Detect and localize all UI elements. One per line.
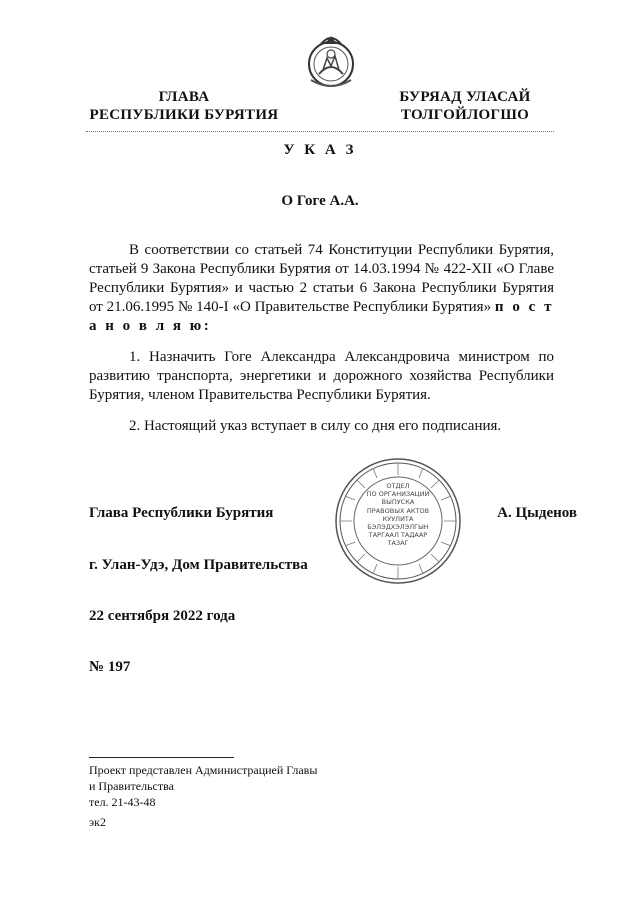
stamp-line: ТАЗАГ [387, 539, 409, 548]
official-seal-stamp-icon [333, 456, 463, 586]
stamp-inner-text [351, 482, 445, 548]
preamble-paragraph [89, 241, 554, 336]
header-left-block [86, 88, 282, 124]
clause-1: 1. Назначить Гоге Александра Александровича министром по развитию транспорта, энергетики и дорожного хозяйства Республики Бурятия, членом Правительства Республики Бурятия. [89, 349, 554, 403]
header-right-block [380, 88, 550, 124]
footnote-phone: тел. 21-43-48 [89, 795, 156, 809]
header-left-line2: РЕСПУБЛИКИ БУРЯТИЯ [89, 107, 279, 123]
stamp-line: КУУЛИТА [382, 514, 414, 523]
footnote-line: Проект представлен Администрацией Главы [89, 763, 318, 777]
preamble-text: В соответствии со статьей 74 Конституции Республики Бурятия, статьей 9 Закона Республики Бурятия от 14.03.1994 № 422-XII «О Главе Республики Бурятия» и частью 2 статьи 6 Закона Республики Бурятия от 21.06.1995 № 140-I «О Правительстве Республики Бурятия» [89, 242, 554, 315]
decree-number: № 197 [89, 659, 131, 675]
stamp-line: БЭЛЭДХЭЛЭЛГЫН [367, 523, 429, 532]
clause-2: 2. Настоящий указ вступает в силу со дня его подписания. [129, 418, 502, 434]
header-divider [86, 131, 554, 132]
header-right-line1: БУРЯАД УЛАСАЙ [399, 89, 531, 105]
footnote-divider [89, 757, 234, 758]
signing-place: г. Улан-Удэ, Дом Правительства [89, 557, 308, 573]
republic-coat-of-arms-icon [303, 30, 359, 92]
stamp-line: ПО ОРГАНИЗАЦИИ [366, 490, 430, 499]
decree-subject: О Гоге А.А. [281, 193, 359, 209]
footnote-copy-mark: эк2 [89, 815, 106, 829]
signatory-position: Глава Республики Бурятия [89, 505, 274, 521]
decree-date: 22 сентября 2022 года [89, 608, 236, 624]
header-left-line1: ГЛАВА [158, 89, 210, 105]
stamp-line: ВЫПУСКА [381, 498, 415, 507]
stamp-line: ТАРГААЛ ТАДААР [368, 531, 428, 540]
preamble-keyword: п о с т а н о в л я ю: [89, 299, 555, 334]
footnote-line: и Правительства [89, 779, 174, 793]
header-right-line2: ТОЛГОЙЛОГШО [400, 107, 530, 123]
decree-title: У К А З [283, 142, 357, 158]
stamp-line: ОТДЕЛ [386, 482, 410, 490]
signatory-name: А. Цыденов [497, 505, 577, 521]
stamp-line: ПРАВОВЫХ АКТОВ [366, 506, 430, 515]
